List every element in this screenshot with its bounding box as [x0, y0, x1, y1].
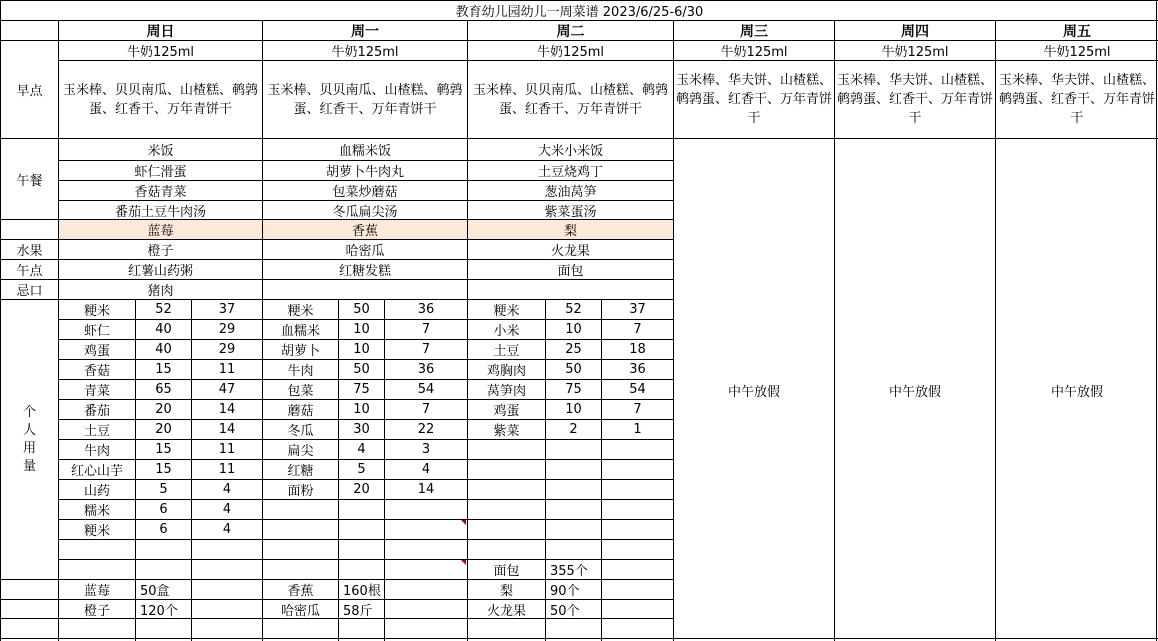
noon-off-thu[interactable]: 中午放假	[834, 138, 995, 641]
ingredient-name-mon[interactable]: 胡萝卜	[262, 339, 338, 359]
ingredient-grams-tue[interactable]	[545, 479, 601, 499]
ingredient-grams-tue[interactable]	[545, 539, 601, 559]
usage-label-char: 人	[22, 422, 36, 438]
ingredient-net-mon[interactable]	[384, 559, 467, 579]
ingredient-grams-mon[interactable]: 5	[338, 459, 384, 479]
ingredient-grams-mon[interactable]: 50	[338, 359, 384, 379]
ingredient-net-tue[interactable]	[601, 599, 673, 618]
ingredient-grams-sun[interactable]: 40	[135, 339, 191, 359]
fruit-top-mon[interactable]: 香蕉	[262, 219, 467, 239]
ingredient-grams-tue[interactable]: 75	[545, 379, 601, 399]
lunch-dish-tue-2[interactable]: 葱油莴笋	[467, 180, 673, 200]
lunch-dish-sun-3[interactable]: 番茄土豆牛肉汤	[58, 200, 262, 219]
lunch-dish-mon-2[interactable]: 包菜炒蘑菇	[262, 180, 467, 200]
ingredient-net-sun[interactable]: 14	[191, 399, 262, 419]
lunch-dish-mon-0[interactable]: 血糯米饭	[262, 138, 467, 160]
ingredient-grams-sun[interactable]: 15	[135, 439, 191, 459]
ingredient-net-tue[interactable]: 7	[601, 399, 673, 419]
ingredient-net-sun[interactable]: 4	[191, 519, 262, 539]
day-header-mon[interactable]: 周一	[262, 20, 467, 40]
ingredient-name-sun[interactable]: 青菜	[58, 379, 135, 399]
comment-marker-icon[interactable]	[461, 560, 466, 565]
ingredient-net-sun[interactable]	[191, 559, 262, 579]
breakfast-milk-tue[interactable]: 牛奶125ml	[467, 40, 673, 60]
ingredient-grams-mon[interactable]: 75	[338, 379, 384, 399]
ingredient-grams-mon[interactable]: 10	[338, 339, 384, 359]
lunch-dish-tue-1[interactable]: 土豆烧鸡丁	[467, 160, 673, 180]
breakfast-items-fri[interactable]: 玉米棒、华夫饼、山楂糕、鹌鹑蛋、红香干、万年青饼干	[995, 60, 1158, 138]
fruit-tue[interactable]: 火龙果	[467, 239, 673, 259]
ingredient-name-mon[interactable]	[262, 559, 338, 579]
fruit-top-tue[interactable]: 梨	[467, 219, 673, 239]
avoid-tue[interactable]	[467, 279, 673, 299]
usage-label-char: 个	[22, 404, 36, 420]
ingredient-grams-sun[interactable]	[135, 559, 191, 579]
row-label-breakfast[interactable]: 早点	[0, 40, 58, 138]
ingredient-grams-tue[interactable]: 10	[545, 319, 601, 339]
lunch-dish-mon-3[interactable]: 冬瓜扁尖汤	[262, 200, 467, 219]
lunch-dish-mon-1[interactable]: 胡萝卜牛肉丸	[262, 160, 467, 180]
row-label-usage[interactable]	[0, 299, 58, 579]
ingredient-grams-sun[interactable]	[135, 539, 191, 559]
ingredient-net-sun[interactable]: 11	[191, 439, 262, 459]
ingredient-net-tue[interactable]	[601, 439, 673, 459]
ingredient-name-sun[interactable]: 山药	[58, 479, 135, 499]
ingredient-net-tue[interactable]: 1	[601, 419, 673, 439]
total-qty-tue[interactable]: 355个	[545, 559, 601, 579]
fruit-top-sun[interactable]: 蓝莓	[58, 219, 262, 239]
snack-tue[interactable]: 面包	[467, 259, 673, 279]
ingredient-net-sun[interactable]: 14	[191, 419, 262, 439]
avoid-mon[interactable]	[262, 279, 467, 299]
row-label-empty-1[interactable]	[0, 579, 58, 599]
ingredient-name-mon[interactable]: 扁尖	[262, 439, 338, 459]
day-header-fri[interactable]: 周五	[995, 20, 1158, 40]
total-item-mon[interactable]: 香蕉	[262, 579, 338, 599]
ingredient-name-mon[interactable]	[262, 539, 338, 559]
row-label-avoid[interactable]: 忌口	[0, 279, 58, 299]
ingredient-grams-mon[interactable]: 50	[338, 299, 384, 319]
ingredient-net-mon[interactable]	[384, 599, 467, 618]
ingredient-grams-tue[interactable]: 50	[545, 359, 601, 379]
breakfast-items-mon[interactable]: 玉米棒、贝贝南瓜、山楂糕、鹌鹑蛋、红香干、万年青饼干	[262, 60, 467, 138]
ingredient-net-sun[interactable]: 37	[191, 299, 262, 319]
lunch-dish-tue-0[interactable]: 大米小米饭	[467, 138, 673, 160]
breakfast-items-tue[interactable]: 玉米棒、贝贝南瓜、山楂糕、鹌鹑蛋、红香干、万年青饼干	[467, 60, 673, 138]
ingredient-net-tue[interactable]	[601, 479, 673, 499]
row-label-lunch[interactable]: 午餐	[0, 138, 58, 219]
ingredient-name-tue[interactable]	[467, 499, 545, 519]
ingredient-name-sun[interactable]	[58, 559, 135, 579]
ingredient-net-sun[interactable]: 4	[191, 479, 262, 499]
ingredient-name-mon[interactable]: 红糖	[262, 459, 338, 479]
total-qty-sun[interactable]: 120个	[135, 599, 191, 618]
ingredient-net-mon[interactable]: 36	[384, 359, 467, 379]
ingredient-grams-sun[interactable]: 65	[135, 379, 191, 399]
ingredient-net-sun[interactable]	[191, 599, 262, 618]
ingredient-name-mon[interactable]: 血糯米	[262, 319, 338, 339]
ingredient-grams-mon[interactable]: 10	[338, 319, 384, 339]
total-qty-tue[interactable]: 50个	[545, 599, 601, 618]
ingredient-net-tue[interactable]	[601, 539, 673, 559]
ingredient-net-mon[interactable]	[384, 499, 467, 519]
ingredient-name-sun[interactable]: 鸡蛋	[58, 339, 135, 359]
total-qty-mon[interactable]: 160根	[338, 579, 384, 599]
ingredient-name-sun[interactable]: 香菇	[58, 359, 135, 379]
ingredient-name-tue[interactable]	[467, 519, 545, 539]
fruit-sun[interactable]: 橙子	[58, 239, 262, 259]
ingredient-grams-mon[interactable]	[338, 519, 384, 539]
usage-label-char: 用	[22, 440, 36, 456]
ingredient-grams-tue[interactable]	[545, 439, 601, 459]
ingredient-net-mon[interactable]: 14	[384, 479, 467, 499]
ingredient-grams-mon[interactable]	[338, 539, 384, 559]
ingredient-net-tue[interactable]	[601, 559, 673, 579]
ingredient-grams-tue[interactable]: 10	[545, 399, 601, 419]
ingredient-grams-tue[interactable]: 2	[545, 419, 601, 439]
ingredient-name-tue[interactable]: 鸡蛋	[467, 399, 545, 419]
ingredient-name-mon[interactable]: 粳米	[262, 299, 338, 319]
ingredient-name-tue[interactable]: 紫菜	[467, 419, 545, 439]
ingredient-name-sun[interactable]: 糯米	[58, 499, 135, 519]
comment-marker-icon[interactable]	[461, 520, 466, 525]
breakfast-milk-mon[interactable]: 牛奶125ml	[262, 40, 467, 60]
lunch-dish-sun-1[interactable]: 虾仁滑蛋	[58, 160, 262, 180]
ingredient-name-tue[interactable]	[467, 539, 545, 559]
sheet-right-border	[1156, 0, 1157, 641]
lunch-dish-sun-2[interactable]: 香菇青菜	[58, 180, 262, 200]
breakfast-milk-wed[interactable]: 牛奶125ml	[673, 40, 834, 60]
total-item-tue[interactable]: 梨	[467, 579, 545, 599]
ingredient-net-sun[interactable]: 11	[191, 359, 262, 379]
ingredient-net-tue[interactable]: 7	[601, 319, 673, 339]
sheet-bottom-border	[0, 638, 1158, 639]
ingredient-name-sun[interactable]: 番茄	[58, 399, 135, 419]
total-item-tue[interactable]: 面包	[467, 559, 545, 579]
ingredient-net-mon[interactable]: 7	[384, 339, 467, 359]
total-qty-sun[interactable]: 50盒	[135, 579, 191, 599]
ingredient-name-tue[interactable]	[467, 459, 545, 479]
ingredient-grams-tue[interactable]	[545, 459, 601, 479]
breakfast-items-wed[interactable]: 玉米棒、华夫饼、山楂糕、鹌鹑蛋、红香干、万年青饼干	[673, 60, 834, 138]
breakfast-items-thu[interactable]: 玉米棒、华夫饼、山楂糕、鹌鹑蛋、红香干、万年青饼干	[834, 60, 995, 138]
ingredient-net-mon[interactable]: 7	[384, 399, 467, 419]
ingredient-grams-sun[interactable]: 15	[135, 359, 191, 379]
day-header-sun[interactable]: 周日	[58, 20, 262, 40]
ingredient-name-sun[interactable]: 粳米	[58, 299, 135, 319]
ingredient-net-tue[interactable]: 54	[601, 379, 673, 399]
ingredient-net-mon[interactable]	[384, 519, 467, 539]
lunch-dish-sun-0[interactable]: 米饭	[58, 138, 262, 160]
usage-label-char: 量	[22, 458, 36, 474]
ingredient-net-tue[interactable]	[601, 579, 673, 599]
ingredient-name-sun[interactable]: 虾仁	[58, 319, 135, 339]
breakfast-milk-thu[interactable]: 牛奶125ml	[834, 40, 995, 60]
ingredient-net-sun[interactable]	[191, 579, 262, 599]
ingredient-name-mon[interactable]	[262, 499, 338, 519]
total-item-sun[interactable]: 蓝莓	[58, 579, 135, 599]
ingredient-net-mon[interactable]: 7	[384, 319, 467, 339]
row-label-snack[interactable]: 午点	[0, 259, 58, 279]
ingredient-name-tue[interactable]	[467, 479, 545, 499]
ingredient-net-mon[interactable]: 36	[384, 299, 467, 319]
ingredient-grams-mon[interactable]: 30	[338, 419, 384, 439]
ingredient-grams-mon[interactable]: 10	[338, 399, 384, 419]
ingredient-grams-sun[interactable]: 6	[135, 519, 191, 539]
breakfast-milk-fri[interactable]: 牛奶125ml	[995, 40, 1158, 60]
snack-sun[interactable]: 红薯山药粥	[58, 259, 262, 279]
ingredient-net-tue[interactable]: 18	[601, 339, 673, 359]
ingredient-net-mon[interactable]: 22	[384, 419, 467, 439]
ingredient-name-mon[interactable]: 冬瓜	[262, 419, 338, 439]
ingredient-net-mon[interactable]	[384, 539, 467, 559]
ingredient-net-tue[interactable]: 37	[601, 299, 673, 319]
ingredient-name-mon[interactable]: 面粉	[262, 479, 338, 499]
ingredient-grams-tue[interactable]: 52	[545, 299, 601, 319]
ingredient-name-mon[interactable]: 蘑菇	[262, 399, 338, 419]
ingredient-net-tue[interactable]	[601, 499, 673, 519]
ingredient-name-tue[interactable]: 土豆	[467, 339, 545, 359]
ingredient-name-sun[interactable]: 粳米	[58, 519, 135, 539]
ingredient-name-sun[interactable]: 牛肉	[58, 439, 135, 459]
ingredient-grams-sun[interactable]: 40	[135, 319, 191, 339]
ingredient-grams-tue[interactable]	[545, 519, 601, 539]
breakfast-milk-sun[interactable]: 牛奶125ml	[58, 40, 262, 60]
ingredient-name-sun[interactable]: 土豆	[58, 419, 135, 439]
lunch-dish-tue-3[interactable]: 紫菜蛋汤	[467, 200, 673, 219]
ingredient-name-mon[interactable]: 包菜	[262, 379, 338, 399]
ingredient-net-tue[interactable]: 36	[601, 359, 673, 379]
row-label-empty-2[interactable]	[0, 599, 58, 618]
ingredient-net-sun[interactable]	[191, 539, 262, 559]
ingredient-grams-mon[interactable]: 4	[338, 439, 384, 459]
ingredient-name-tue[interactable]: 小米	[467, 319, 545, 339]
ingredient-grams-mon[interactable]	[338, 559, 384, 579]
breakfast-items-sun[interactable]: 玉米棒、贝贝南瓜、山楂糕、鹌鹑蛋、红香干、万年青饼干	[58, 60, 262, 138]
sheet-title[interactable]: 教育幼儿园幼儿一周菜谱 2023/6/25-6/30	[0, 0, 1158, 20]
total-item-sun[interactable]: 橙子	[58, 599, 135, 618]
ingredient-name-mon[interactable]	[262, 519, 338, 539]
noon-off-fri[interactable]: 中午放假	[995, 138, 1158, 641]
ingredient-name-tue[interactable]: 鸡胸肉	[467, 359, 545, 379]
ingredient-net-sun[interactable]: 11	[191, 459, 262, 479]
ingredient-net-sun[interactable]: 4	[191, 499, 262, 519]
total-qty-tue[interactable]: 90个	[545, 579, 601, 599]
ingredient-grams-tue[interactable]: 25	[545, 339, 601, 359]
ingredient-net-sun[interactable]: 29	[191, 319, 262, 339]
row-label-fruit[interactable]: 水果	[0, 239, 58, 259]
ingredient-grams-sun[interactable]: 20	[135, 419, 191, 439]
total-qty-mon[interactable]: 58斤	[338, 599, 384, 618]
ingredient-grams-sun[interactable]: 15	[135, 459, 191, 479]
ingredient-net-mon[interactable]	[384, 579, 467, 599]
ingredient-name-tue[interactable]: 粳米	[467, 299, 545, 319]
ingredient-name-tue[interactable]: 莴笋肉	[467, 379, 545, 399]
total-item-tue[interactable]: 火龙果	[467, 599, 545, 618]
snack-mon[interactable]: 红糖发糕	[262, 259, 467, 279]
day-header-wed[interactable]: 周三	[673, 20, 834, 40]
ingredient-net-mon[interactable]: 54	[384, 379, 467, 399]
ingredient-grams-sun[interactable]: 20	[135, 399, 191, 419]
ingredient-grams-sun[interactable]: 6	[135, 499, 191, 519]
ingredient-net-tue[interactable]	[601, 519, 673, 539]
ingredient-grams-tue[interactable]	[545, 499, 601, 519]
ingredient-net-mon[interactable]: 4	[384, 459, 467, 479]
ingredient-net-sun[interactable]: 47	[191, 379, 262, 399]
total-item-mon[interactable]: 哈密瓜	[262, 599, 338, 618]
ingredient-net-sun[interactable]: 29	[191, 339, 262, 359]
day-header-thu[interactable]: 周四	[834, 20, 995, 40]
ingredient-grams-sun[interactable]: 52	[135, 299, 191, 319]
fruit-mon[interactable]: 哈密瓜	[262, 239, 467, 259]
ingredient-net-tue[interactable]	[601, 459, 673, 479]
avoid-sun[interactable]: 猪肉	[58, 279, 262, 299]
ingredient-net-mon[interactable]: 3	[384, 439, 467, 459]
ingredient-name-sun[interactable]: 红心山芋	[58, 459, 135, 479]
ingredient-name-mon[interactable]: 牛肉	[262, 359, 338, 379]
ingredient-grams-mon[interactable]: 20	[338, 479, 384, 499]
ingredient-name-sun[interactable]	[58, 539, 135, 559]
row-label-blank[interactable]	[0, 219, 58, 239]
corner-blank[interactable]	[0, 20, 58, 40]
noon-off-wed[interactable]: 中午放假	[673, 138, 834, 641]
ingredient-grams-sun[interactable]: 5	[135, 479, 191, 499]
day-header-tue[interactable]: 周二	[467, 20, 673, 40]
ingredient-grams-mon[interactable]	[338, 499, 384, 519]
ingredient-name-tue[interactable]	[467, 439, 545, 459]
